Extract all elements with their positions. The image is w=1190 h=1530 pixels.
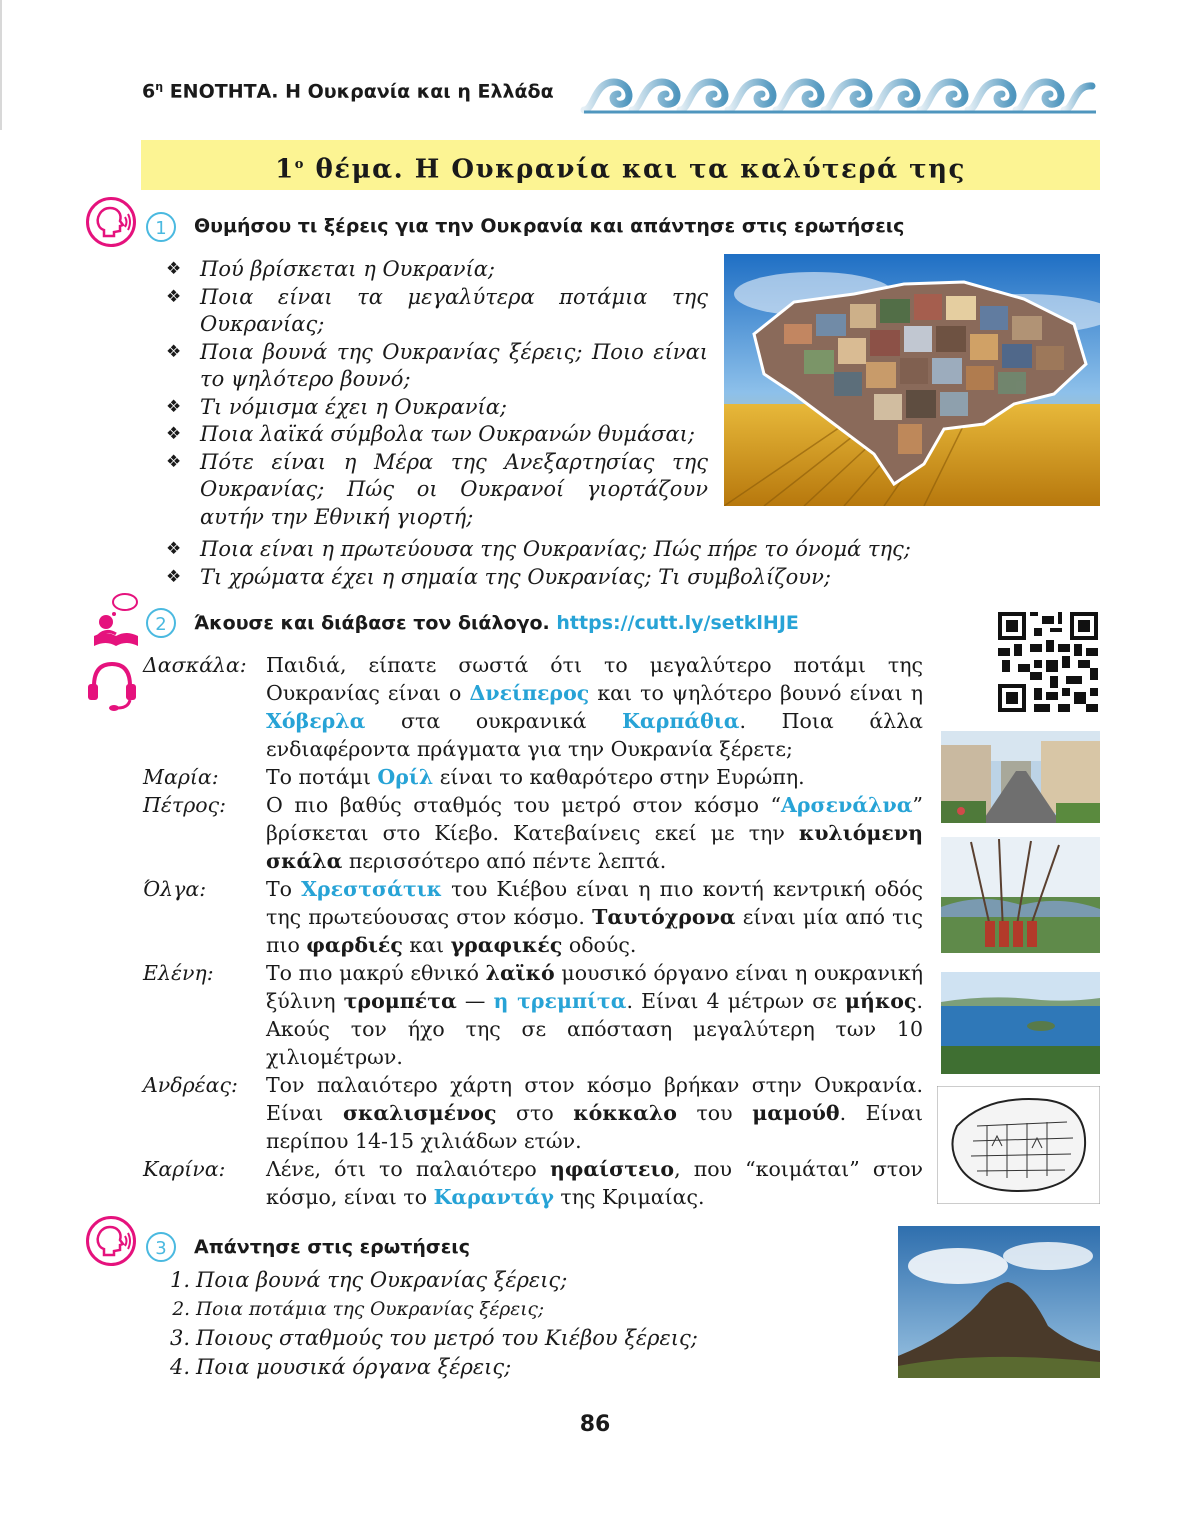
- dialogue-line: [143, 763, 923, 791]
- exercise-2-title-text: Άκουσε και διάβασε τον διάλογο.: [194, 612, 550, 634]
- dialogue-audio-link[interactable]: https://cutt.ly/setklHJE: [556, 612, 799, 634]
- speaker-name: Όλγα:: [143, 877, 207, 901]
- question-item: ❖ Τι χρώματα έχει η σημαία της Ουκρανίας; Τι συμβολίζουν;: [166, 564, 966, 592]
- question-item: ❖ Ποια βουνά της Ουκρανίας ξέρεις; Ποιο είναι το ψηλότερο βουνό;: [166, 339, 708, 394]
- keyword-hoverla: Χόβερλα: [266, 709, 366, 733]
- speaker-name: Μαρία:: [143, 765, 219, 789]
- greek-wave-ornament: [580, 72, 1100, 118]
- karadag-volcano-photo: [898, 1226, 1100, 1378]
- question-item: 3. Ποιους σταθμούς του μετρό του Κιέβου ξέρεις;: [169, 1326, 698, 1350]
- exercise-number-1: 1: [146, 212, 176, 242]
- page-number: 86: [579, 1412, 611, 1437]
- keyword-arsenalna: Αρσενάλνα: [781, 793, 913, 817]
- unit-number: 6: [142, 80, 156, 103]
- kyiv-street-photo: [941, 731, 1100, 823]
- question-item: ❖ Ποια είναι τα μεγαλύτερα ποτάμια της Ουκρανίας;: [166, 284, 708, 339]
- dialogue-line: [143, 959, 923, 1071]
- dialogue-line: [143, 791, 923, 875]
- page-edge-line: [0, 0, 2, 130]
- dialogue-line: [143, 1071, 923, 1155]
- speaker-name: Ελένη:: [143, 961, 214, 985]
- dialogue: [143, 651, 923, 1211]
- unit-title-text: ΕΝΟΤΗΤΑ. Η Ουκρανία και η Ελλάδα: [169, 80, 554, 103]
- dialogue-line: [143, 651, 923, 763]
- keyword-oril: Ορίλ: [377, 765, 434, 789]
- topic-title: [141, 140, 1100, 195]
- question-item: 4. Ποια μουσικά όργανα ξέρεις;: [169, 1355, 512, 1379]
- keyword-carpathians: Καρπάθια: [622, 709, 740, 733]
- unit-number-suffix: η: [155, 80, 164, 93]
- exercise-number-2: 2: [146, 608, 176, 638]
- topic-number: 1: [275, 154, 295, 185]
- speaker-name: Ανδρέας:: [143, 1073, 238, 1097]
- dialogue-text: Λένε, ότι το παλαιότερο ηφαίστειο, που “κοιμάται” στον κόσμο, είναι το Καραντάγ της Κριμαίας.: [266, 1157, 923, 1209]
- keyword-khreshchatyk: Χρεστσάτικ: [301, 877, 443, 901]
- dialogue-text: Παιδιά, είπατε σωστά ότι το μεγαλύτερο ποτάμι της Ουκρανίας είναι ο Δνείπερος και το ψηλότερο βουνό είναι η Χόβερλα στα ουκρανικά Καρπάθια. Ποια άλλα ενδιαφέροντα πράγματα για την Ουκρανία ξέρετε;: [266, 653, 923, 761]
- topic-title-text: θέμα. Η Ουκρανία και τα καλύτερά της: [315, 154, 966, 185]
- speaker-name: Καρίνα:: [143, 1157, 226, 1181]
- reading-child-icon: [92, 592, 140, 648]
- exercise-1-questions: [166, 256, 708, 531]
- question-item: ❖ Πού βρίσκεται η Ουκρανία;: [166, 256, 708, 284]
- dialogue-text: Τον παλαιότερο χάρτη στον κόσμο βρήκαν στην Ουκρανία. Είναι σκαλισμένος στο κόκκαλο του μαμούθ. Είναι περίπου 14-15 χιλιάδων ετών.: [266, 1073, 924, 1153]
- dialogue-text: Το πιο μακρύ εθνικό λαϊκό μουσικό όργανο είναι η ουκρανική ξύλινη τρομπέτα — η τρεμπίτα. Είναι 4 μέτρων σε μήκος. Ακούς τον ήχο της σε απόσταση μεγαλύτερη των 10 χιλιομέτρων.: [266, 961, 923, 1069]
- exercise-3-questions: [160, 1266, 860, 1382]
- keyword-karadag: Καραντάγ: [433, 1185, 554, 1209]
- question-item: 1. Ποια βουνά της Ουκρανίας ξέρεις;: [169, 1268, 568, 1292]
- exercise-1-title: Θυμήσου τι ξέρεις για την Ουκρανία και απάντησε στις ερωτήσεις: [194, 215, 905, 237]
- dialogue-line: [143, 875, 923, 959]
- dialogue-text: Ο πιο βαθύς σταθμός του μετρό στον κόσμο “Αρσενάλνα” βρίσκεται στο Κίεβο. Κατεβαίνεις εκεί με την κυλιόμενη σκάλα περισσότερο από πέντε λεπτά.: [266, 793, 923, 873]
- question-item: ❖ Ποια είναι η πρωτεύουσα της Ουκρανίας; Πώς πήρε το όνομά της;: [166, 536, 966, 564]
- dialogue-text: Το Χρεστσάτικ του Κιέβου είναι η πιο κοντή κεντρική οδός της πρωτεύουσας στον κόσμο. Ταυτόχρονα είναι μία από τις πιο φαρδιές και γραφικές οδούς.: [266, 877, 923, 957]
- question-item: ❖ Ποια λαϊκά σύμβολα των Ουκρανών θυμάσαι;: [166, 421, 708, 449]
- exercise-3-title: Απάντησε στις ερωτήσεις: [194, 1236, 470, 1258]
- dnipro-river-photo: [941, 972, 1100, 1074]
- mammoth-bone-map-drawing: [937, 1086, 1100, 1204]
- topic-number-suffix: ο: [294, 157, 305, 172]
- headphones-icon: [84, 656, 140, 712]
- keyword-dnipro: Δνείπερος: [469, 681, 590, 705]
- question-item: ❖ Πότε είναι η Μέρα της Ανεξαρτησίας της Ουκρανίας; Πώς οι Ουκρανοί γιορτάζουν αυτήν την Εθνική γιορτή;: [166, 449, 708, 532]
- qr-code-image[interactable]: [998, 612, 1098, 712]
- exercise-number-3: 3: [146, 1232, 176, 1262]
- keyword-trembita: η τρεμπίτα: [493, 989, 627, 1013]
- exercise-2-title: [194, 612, 799, 634]
- speaking-icon: [86, 197, 136, 247]
- dialogue-text: Το ποτάμι Ορίλ είναι το καθαρότερο στην Ευρώπη.: [266, 765, 805, 789]
- speaker-name: Πέτρος:: [143, 793, 227, 817]
- dialogue-line: [143, 1155, 923, 1211]
- speaker-name: Δασκάλα:: [143, 653, 247, 677]
- speaking-icon: [86, 1216, 136, 1266]
- question-item: 2. Ποια ποτάμια της Ουκρανίας ξέρεις;: [172, 1299, 545, 1320]
- trembita-musicians-photo: [941, 837, 1100, 953]
- question-item: ❖ Τι νόμισμα έχει η Ουκρανία;: [166, 394, 708, 422]
- ukraine-collage-image: [724, 254, 1100, 506]
- topic-banner: [141, 140, 1100, 190]
- unit-title: [142, 80, 554, 102]
- exercise-1-questions-continued: [166, 536, 966, 591]
